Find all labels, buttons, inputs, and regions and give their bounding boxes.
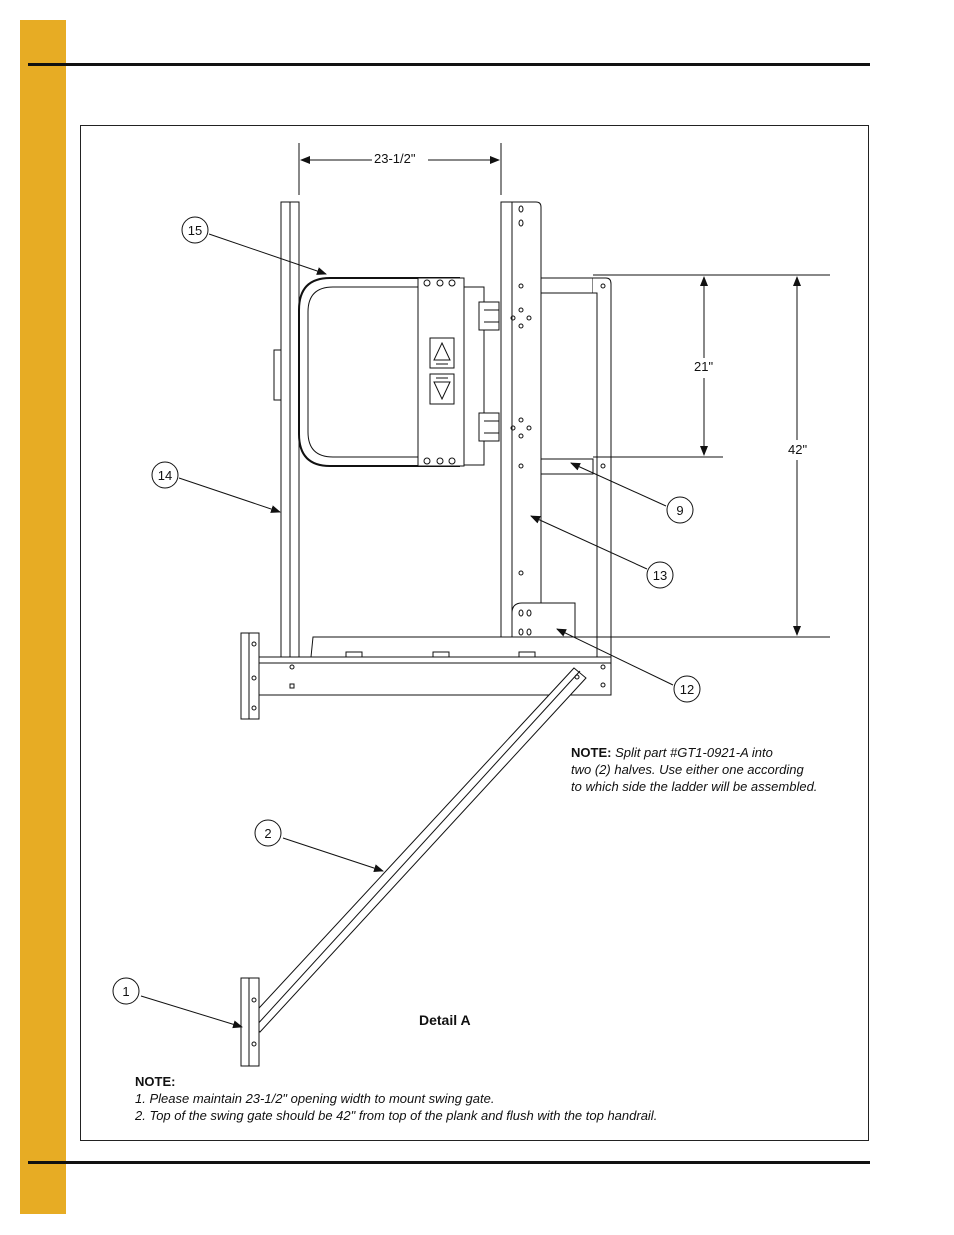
- assembly-notes: [135, 1073, 835, 1124]
- height-42-label: 42": [788, 442, 808, 457]
- callout-15: 15: [187, 223, 203, 238]
- detail-label: Detail A: [419, 1012, 471, 1028]
- diagonal-brace: [248, 668, 586, 1032]
- assembly-notes-heading: NOTE:: [135, 1074, 176, 1089]
- split-part-note-label: NOTE:: [571, 745, 612, 760]
- bottom-mount: [241, 978, 259, 1066]
- callout-1: 1: [122, 984, 130, 999]
- right-post: [501, 202, 541, 657]
- split-part-note-line3: to which side the ladder will be assembled.: [571, 779, 818, 794]
- callout-circles: [113, 217, 700, 1004]
- callout-14: 14: [157, 468, 173, 483]
- callout-9: 9: [676, 503, 684, 518]
- left-post: [274, 202, 299, 657]
- assembly-note-item: 1. Please maintain 23-1/2" opening width to mount swing gate.: [135, 1091, 495, 1106]
- height-21-label: 21": [694, 359, 714, 374]
- callout-2: 2: [264, 826, 272, 841]
- split-part-note-line2: two (2) halves. Use either one according: [571, 762, 804, 777]
- split-part-note-line1: Split part #GT1-0921-A into: [615, 745, 773, 760]
- assembly-note-item: 2. Top of the swing gate should be 42" from top of the plank and flush with the top handrail.: [135, 1108, 658, 1123]
- swing-gate: [299, 278, 499, 466]
- callout-13: 13: [652, 568, 668, 583]
- width-dimension-label: 23-1/2": [374, 151, 416, 166]
- callout-12: 12: [679, 682, 695, 697]
- split-part-note: [571, 744, 861, 795]
- callout-leaders: [141, 234, 673, 1027]
